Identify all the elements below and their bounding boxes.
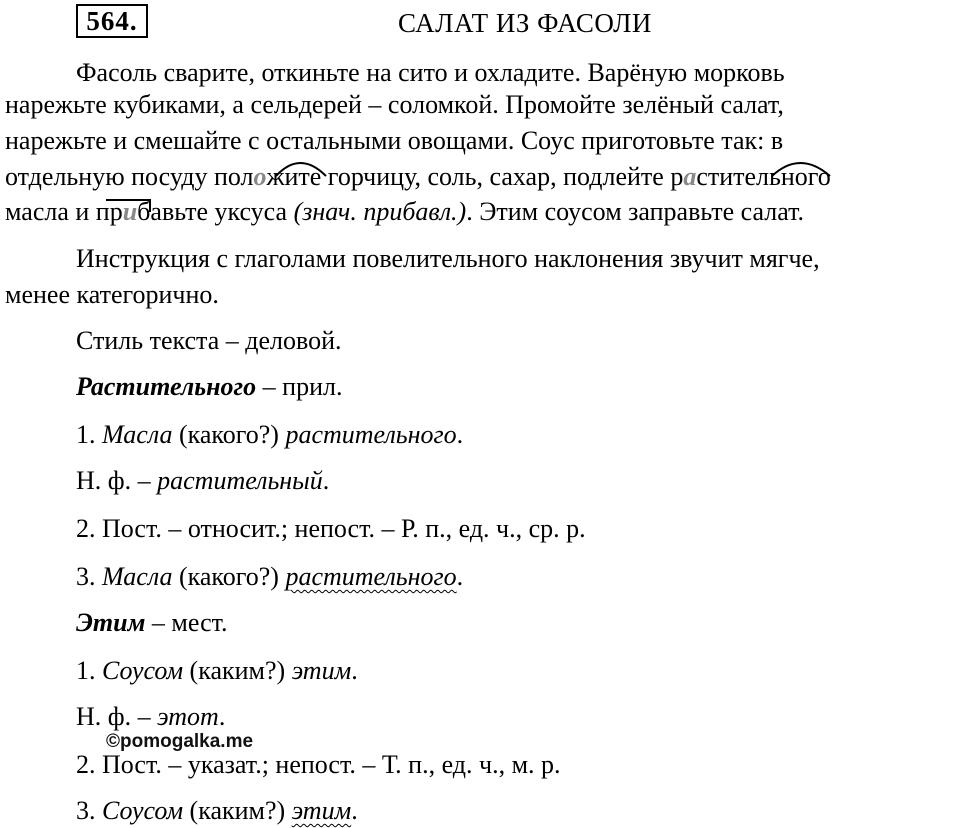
main-word: Масла — [102, 562, 173, 591]
definition-word: растительного — [285, 562, 457, 591]
item-number: 1. — [76, 420, 102, 449]
punctuation: . — [351, 656, 358, 685]
punctuation: . — [218, 702, 226, 731]
text-fragment: стительного — [696, 162, 831, 191]
definition-word: этим — [291, 796, 352, 825]
analysis-1-item-1 — [76, 420, 463, 450]
analysis-2-item-2: 2. Пост. – указат.; непост. – Т. п., ед. ч., м. р. — [76, 750, 561, 779]
question: (каким?) — [183, 796, 292, 825]
question: (какого?) — [172, 562, 286, 591]
analysis-1-initial-form — [76, 466, 329, 496]
initial-form-word: растительный — [157, 466, 323, 495]
analysis-word: Этим — [76, 608, 146, 637]
exercise-title: САЛАТ ИЗ ФАСОЛИ — [398, 8, 652, 38]
watermark: ©pomogalka.me — [106, 731, 254, 752]
analysis-2-heading — [76, 608, 228, 638]
question: (каким?) — [183, 656, 292, 685]
main-word: Соусом — [102, 656, 184, 685]
analysis-word: Растительного — [76, 372, 257, 401]
question: (какого?) — [172, 420, 286, 449]
part-of-speech: – мест. — [145, 608, 228, 637]
paragraph-1-line-3: нарежьте и смешайте с остальными овощами. Соус приготовьте так: в — [5, 126, 784, 155]
paragraph-2-line-1: Инструкция с глаголами повелительного наклонения звучит мягче, — [76, 244, 820, 273]
item-number: 3. — [76, 796, 102, 825]
item-number: 3. — [76, 562, 102, 591]
text-fragment: отдельную посуду пол — [5, 162, 254, 191]
meaning-note: (знач. прибавл.) — [293, 197, 467, 226]
paragraph-1-line-1: Фасоль сварите, откиньте на сито и охладите. Варёную морковь — [76, 58, 785, 87]
text-fragment: . Этим соусом заправьте салат. — [466, 197, 804, 226]
paragraph-2-line-2: менее категорично. — [5, 280, 219, 309]
initial-form-word: этот — [157, 702, 219, 731]
highlighted-vowel: о — [253, 162, 267, 191]
highlighted-vowel: и — [122, 197, 138, 226]
highlighted-vowel: а — [683, 162, 697, 191]
text-fragment: бавьте уксуса — [137, 197, 294, 226]
text-style-line: Стиль текста – деловой. — [76, 326, 342, 355]
punctuation: . — [351, 796, 358, 825]
label: Н. ф. – — [76, 466, 158, 495]
analysis-1-item-3 — [76, 562, 463, 592]
paragraph-1-line-4 — [5, 162, 831, 192]
paragraph-1-line-2: нарежьте кубиками, а сельдерей – соломкой. Промойте зелёный салат, — [5, 90, 784, 119]
analysis-2-item-1 — [76, 656, 358, 686]
analysis-1-item-2: 2. Пост. – относит.; непост. – Р. п., ед. ч., ср. р. — [76, 514, 586, 543]
analysis-1-heading — [76, 372, 342, 402]
punctuation: . — [456, 562, 464, 591]
text-fragment: масла и пр — [5, 197, 123, 226]
main-word: Масла — [102, 420, 173, 449]
exercise-number: 564. — [76, 4, 148, 38]
main-word: Соусом — [102, 796, 184, 825]
item-number: 1. — [76, 656, 102, 685]
analysis-2-initial-form — [76, 702, 225, 732]
punctuation: . — [456, 420, 464, 449]
part-of-speech: – прил. — [256, 372, 343, 401]
punctuation: . — [322, 466, 330, 495]
dependent-word: растительного — [285, 420, 457, 449]
text-fragment: жите горчицу, соль, сахар, подлейте р — [266, 162, 684, 191]
label: Н. ф. – — [76, 702, 158, 731]
analysis-2-item-3 — [76, 796, 358, 826]
dependent-word: этим — [291, 656, 352, 685]
paragraph-1-line-5 — [5, 197, 804, 227]
